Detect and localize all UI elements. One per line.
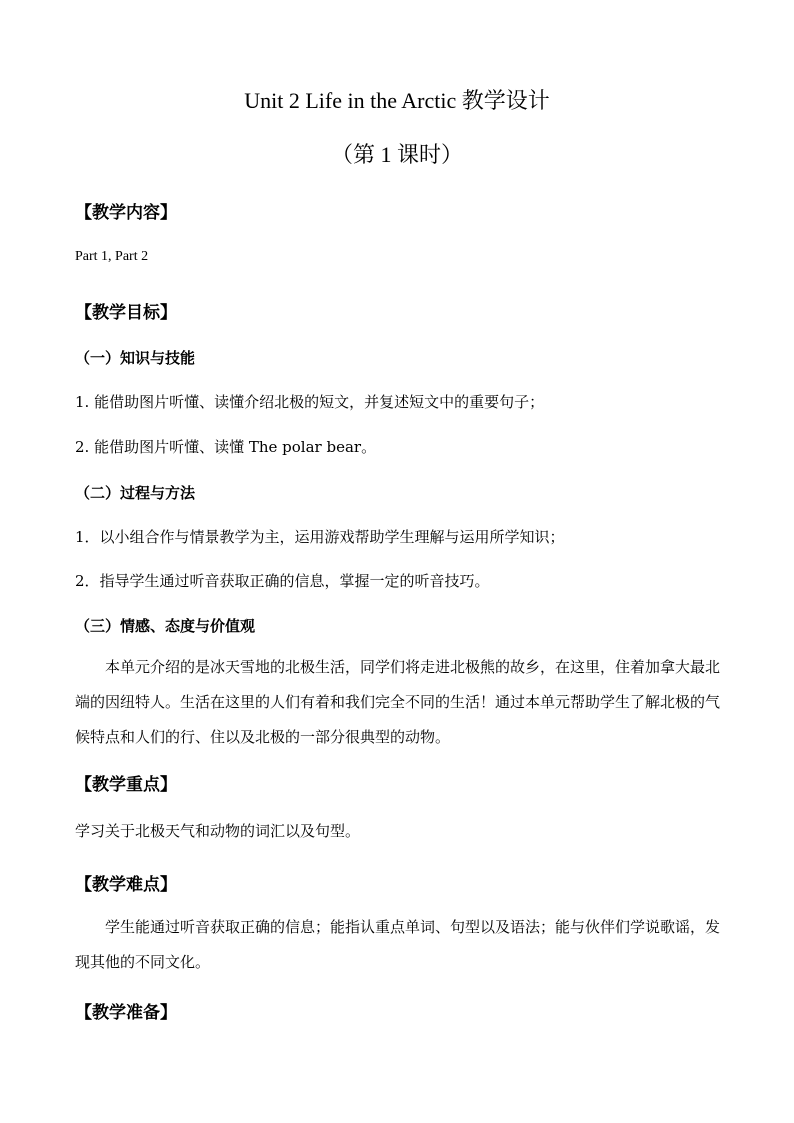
process-item-1: 1．以小组合作与情景教学为主，运用游戏帮助学生理解与运用所学知识； [75, 528, 565, 546]
subheading-knowledge: （一）知识与技能 [75, 349, 196, 367]
knowledge-item-2: 2. 能借助图片听懂、读懂 The polar bear。 [75, 438, 377, 456]
section-heading-content: 【教学内容】 [75, 203, 177, 223]
difficulties-paragraph: 学生能通过听音获取正确的信息；能指认重点单词、句型以及语法；能与伙伴们学说歌谣，发现其他的不同文化。 [75, 918, 721, 971]
document-title: Unit 2 Life in the Arctic 教学设计 [244, 88, 550, 113]
section-heading-preparation: 【教学准备】 [75, 1003, 177, 1023]
content-text: Part 1, Part 2 [75, 249, 149, 264]
knowledge-item-1: 1. 能借助图片听懂、读懂介绍北极的短文，并复述短文中的重要句子； [75, 393, 545, 411]
key-points-text: 学习关于北极天气和动物的词汇以及句型。 [75, 822, 361, 840]
section-heading-objectives: 【教学目标】 [75, 303, 177, 323]
emotion-paragraph: 本单元介绍的是冰天雪地的北极生活，同学们将走进北极熊的故乡，在这里，住着加拿大最北端的因纽特人。生活在这里的人们有着和我们完全不同的生活！通过本单元帮助学生了解北极的气候特点和人们的行、住以及北极的一部分很典型的动物。 [75, 658, 721, 746]
subheading-emotion: （三）情感、态度与价值观 [75, 617, 256, 635]
document-subtitle: （第 1 课时） [330, 142, 463, 167]
section-heading-difficulties: 【教学难点】 [75, 875, 177, 895]
subheading-process: （二）过程与方法 [75, 484, 196, 502]
process-item-2: 2．指导学生通过听音获取正确的信息，掌握一定的听音技巧。 [75, 572, 490, 590]
section-heading-key-points: 【教学重点】 [75, 775, 177, 795]
